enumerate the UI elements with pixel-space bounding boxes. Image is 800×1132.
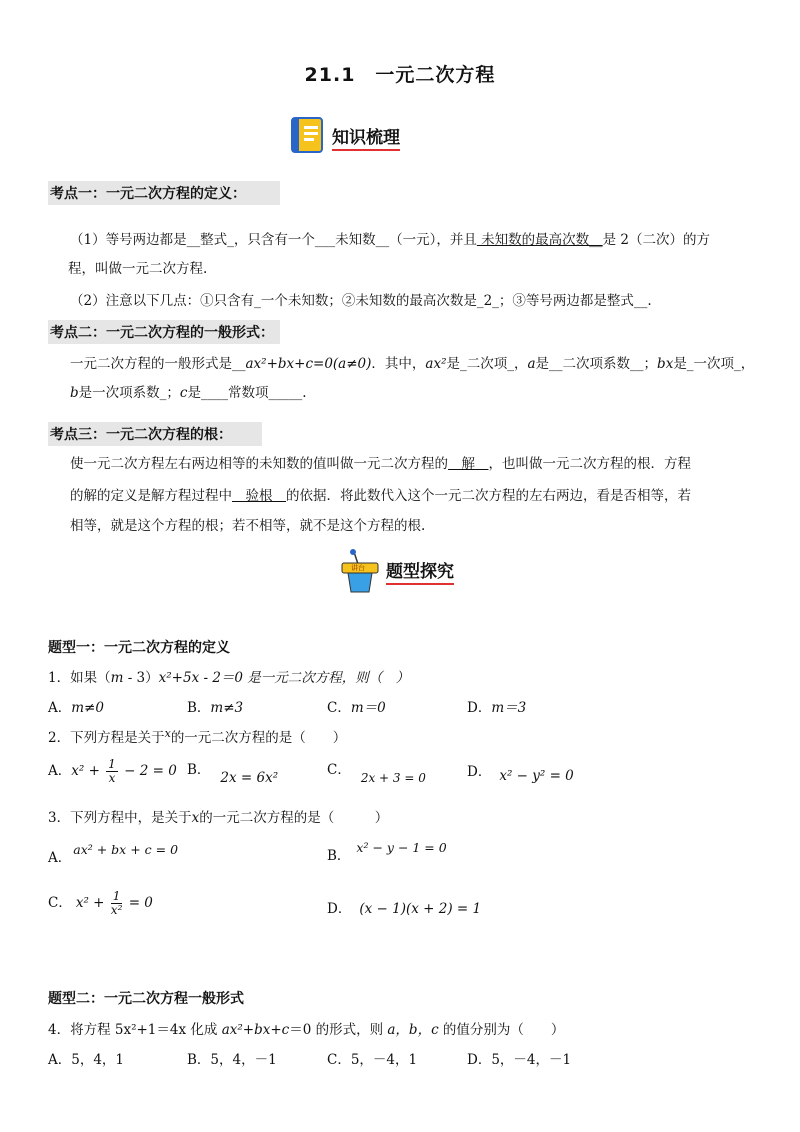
question-1-option-a[interactable]: A．m≠0 [48,700,104,716]
key-point-2-line-1: 一元二次方程的一般形式是__ax²+bx+c=0(a≠0)．其中，ax²是_二次项_，a是__二次项系数__；bx是_一次项_， [70,356,755,372]
question-4-option-d[interactable]: D．5，－4，－1 [467,1052,572,1068]
question-1-option-d[interactable]: D．m＝3 [467,700,527,716]
section-banner-questions [340,548,454,594]
question-2-option-d[interactable]: D． x² − y² = 0 [467,764,574,784]
question-3-option-d[interactable]: D． (x − 1)(x + 2) = 1 [327,901,482,917]
question-4-option-a[interactable]: A．5，4，1 [48,1052,125,1068]
key-point-1-heading: 考点一：一元二次方程的定义： [48,181,280,205]
question-1-stem: 1．如果（m - 3）x²+5x - 2＝0 是一元二次方程，则（ ） [48,670,410,686]
section-banner-knowledge [290,116,400,158]
question-3-option-a[interactable]: A．ax² + bx + c = 0 [48,842,179,866]
question-3-option-b[interactable]: B．x² − y − 1 = 0 [327,840,447,864]
key-point-3-heading: 考点三：一元二次方程的根： [48,422,262,446]
question-1-option-b[interactable]: B．m≠3 [187,700,244,716]
question-3-option-c[interactable]: C． x² + $\frac{1}{\text{x²}}$ = 0 [48,889,153,917]
key-point-1-notes: （2）注意以下几点：①只含有_一个未知数；②未知数的最高次数是_2_；③等号两边都是整式__. [70,293,652,309]
book-icon [290,116,326,158]
banner-label: 知识梳理 [332,123,400,151]
question-type-1-heading: 题型一：一元二次方程的定义 [48,640,230,656]
key-point-3-line-2: 的解的定义是解方程过程中 验根 的依据．将此数代入这个一元二次方程的左右两边，看是否相等，若 [70,488,691,504]
key-point-1-paragraph: （1）等号两边都是__整式_，只含有一个___未知数__（一元），并且 未知数的最高次数__是 2（二次）的方 程，叫做一元二次方程. [68,232,711,277]
podium-icon [340,548,380,594]
podium-label: 讲台 [351,564,365,572]
question-2-option-c[interactable]: C． 2x + 3 = 0 [327,762,426,785]
question-2-option-b[interactable]: B． 2x = 6x² [187,762,279,786]
question-type-2-heading: 题型二：一元二次方程一般形式 [48,991,244,1007]
key-point-2-line-2: b是一次项系数_；c是____常数项_____. [70,385,307,401]
question-4-option-b[interactable]: B．5，4，－1 [187,1052,277,1068]
banner-label: 题型探究 [386,557,454,585]
question-3-stem: 3．下列方程中，是关于x的一元二次方程的是（ ） [48,810,389,826]
question-2-option-a[interactable]: A．x² + $\frac{1}{x}$ − 2 = 0 [48,757,177,785]
key-point-3-line-1: 使一元二次方程左右两边相等的未知数的值叫做一元二次方程的 解 ，也叫做一元二次方程的根．方程 [70,456,691,472]
key-point-2-heading: 考点二：一元二次方程的一般形式： [48,320,280,344]
key-point-3-line-3: 相等，就是这个方程的根；若不相等，就不是这个方程的根. [70,518,426,534]
question-2-stem: 2．下列方程是关于$^x$的一元二次方程的是（ ） [48,727,347,746]
question-1-option-c[interactable]: C．m＝0 [327,700,386,716]
question-4-stem: 4．将方程 5x²+1＝4x 化成 ax²+bx+c＝0 的形式，则 a，b，c 的值分别为（ ） [48,1022,565,1038]
question-4-option-c[interactable]: C．5，－4，1 [327,1052,418,1068]
page-title: 21.1 一元二次方程 [304,64,496,86]
